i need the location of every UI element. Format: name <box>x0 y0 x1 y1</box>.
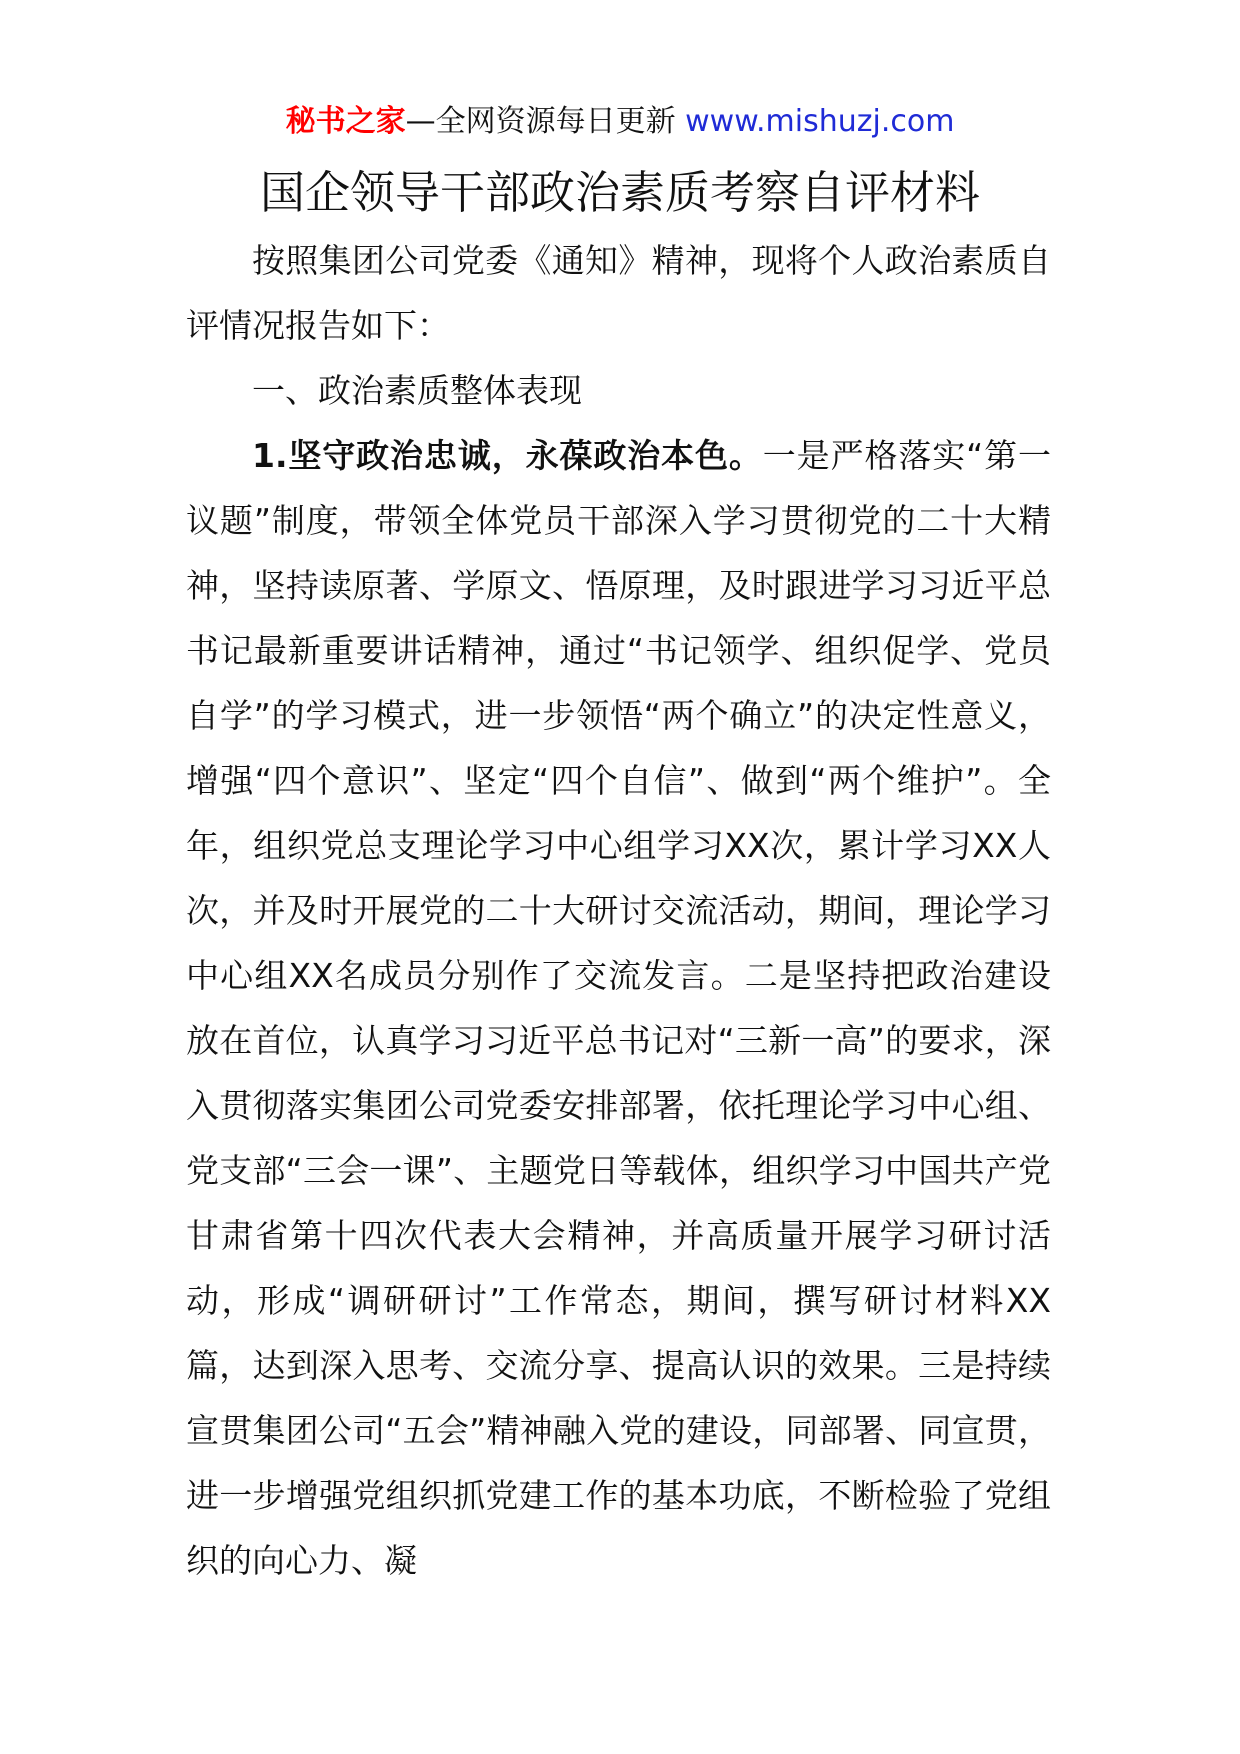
item-1-paragraph <box>186 423 1051 1593</box>
header-tagline: —全网资源每日更新 <box>405 104 686 139</box>
site-url[interactable]: www.mishuzj.com <box>685 104 955 139</box>
watermark-header <box>0 100 1240 144</box>
item-1-lead: 1.坚守政治忠诚，永葆政治本色。 <box>252 436 763 475</box>
brand-name: 秘书之家 <box>285 104 406 139</box>
document-body <box>186 228 1051 1593</box>
item-1-body: 一是严格落实“第一议题”制度，带领全体党员干部深入学习贯彻党的二十大精神，坚持读原著、学原文、悟原理，及时跟进学习习近平总书记最新重要讲话精神，通过“书记领学、组织促学、党员自学”的学习模式，进一步领悟“两个确立”的决定性意义，增强“四个意识”、坚定“四个自信”、做到“两个维护”。全年，组织党总支理论学习中心组学习XX次，累计学习XX人次，并及时开展党的二十大研讨交流活动，期间，理论学习中心组XX名成员分别作了交流发言。二是坚持把政治建设放在首位，认真学习习近平总书记对“三新一高”的要求，深入贯彻落实集团公司党委安排部署，依托理论学习中心组、党支部“三会一课”、主题党日等载体，组织学习中国共产党甘肃省第十四次代表大会精神，并高质量开展学习研讨活动，形成“调研研讨”工作常态，期间，撰写研讨材料XX篇，达到深入思考、交流分享、提高认识的效果。三是持续宣贯集团公司“五会”精神融入党的建设，同部署、同宣贯，进一步增强党组织抓党建工作的基本功底，不断检验了党组织的向心力、凝 <box>186 436 1051 1580</box>
intro-paragraph: 按照集团公司党委《通知》精神，现将个人政治素质自评情况报告如下： <box>186 241 1051 345</box>
section-heading: 一、政治素质整体表现 <box>252 371 582 410</box>
document-title: 国企领导干部政治素质考察自评材料 <box>259 166 980 219</box>
